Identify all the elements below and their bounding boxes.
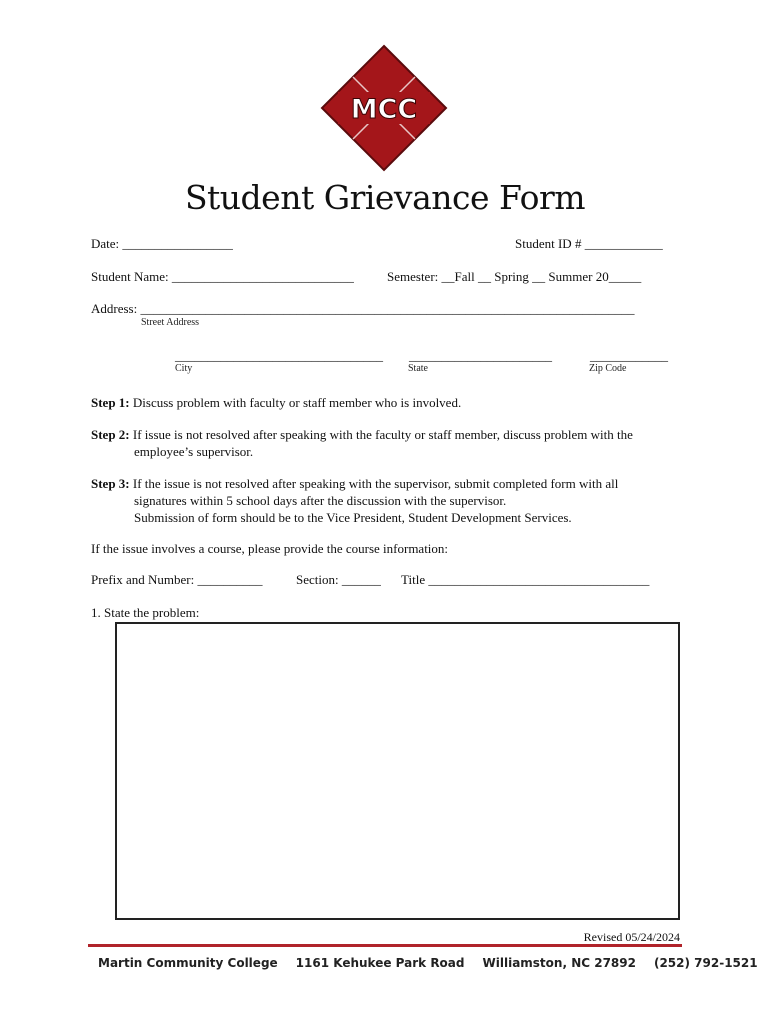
step-label: Step 2:	[91, 427, 130, 442]
step-label: Step 3:	[91, 476, 130, 491]
footer-bar	[98, 952, 758, 974]
step-1	[91, 394, 691, 411]
step-text: If issue is not resolved after speaking with the faculty or staff member, discuss problem with the	[132, 427, 633, 442]
student-name-field[interactable]: Student Name: ____________________________	[91, 269, 354, 284]
student-id-field[interactable]: Student ID # ____________	[515, 236, 663, 251]
zip-field[interactable]: ____________	[590, 348, 668, 363]
step-text-cont-2: Submission of form should be to the Vice President, Student Development Services.	[134, 510, 572, 525]
city-label: City	[175, 363, 193, 374]
state-field[interactable]: ______________________	[409, 348, 552, 363]
state-label: State	[408, 363, 428, 374]
city-field[interactable]: ________________________________	[175, 348, 383, 363]
page-title: Student Grievance Form	[184, 178, 586, 217]
mcc-logo	[320, 44, 448, 172]
footer-phone: (252) 792-1521	[653, 956, 758, 970]
date-field[interactable]: Date: _________________	[91, 236, 233, 251]
address-field[interactable]: Address: ____________________________________________________________________________	[91, 301, 635, 316]
problem-label: 1. State the problem:	[91, 605, 200, 620]
step-text-cont: signatures within 5 school days after the discussion with the supervisor.	[134, 493, 507, 508]
zip-label: Zip Code	[589, 363, 627, 374]
logo-text: MCC	[350, 94, 418, 125]
section-field[interactable]: Section: ______	[296, 572, 381, 587]
footer-city: Williamston, NC 27892	[482, 956, 636, 970]
step-label: Step 1:	[91, 395, 130, 410]
footer-college-name: Martin Community College	[98, 956, 278, 970]
footer-address: 1161 Kehukee Park Road	[295, 956, 465, 970]
step-3	[91, 475, 691, 526]
footer-divider	[88, 944, 682, 947]
semester-field[interactable]: Semester: __Fall __ Spring __ Summer 20_____	[387, 269, 642, 284]
step-text: If the issue is not resolved after speaking with the supervisor, submit completed form with all	[132, 476, 619, 491]
revised-date: Revised 05/24/2024	[583, 930, 680, 944]
street-address-label: Street Address	[141, 317, 200, 328]
step-text: Discuss problem with faculty or staff member who is involved.	[132, 395, 462, 410]
problem-textbox[interactable]	[115, 622, 680, 920]
course-title-field[interactable]: Title __________________________________	[401, 572, 650, 587]
step-2	[91, 426, 691, 460]
prefix-number-field[interactable]: Prefix and Number: __________	[91, 572, 263, 587]
course-intro: If the issue involves a course, please provide the course information:	[91, 541, 449, 556]
step-text-cont: employee’s supervisor.	[134, 444, 254, 459]
